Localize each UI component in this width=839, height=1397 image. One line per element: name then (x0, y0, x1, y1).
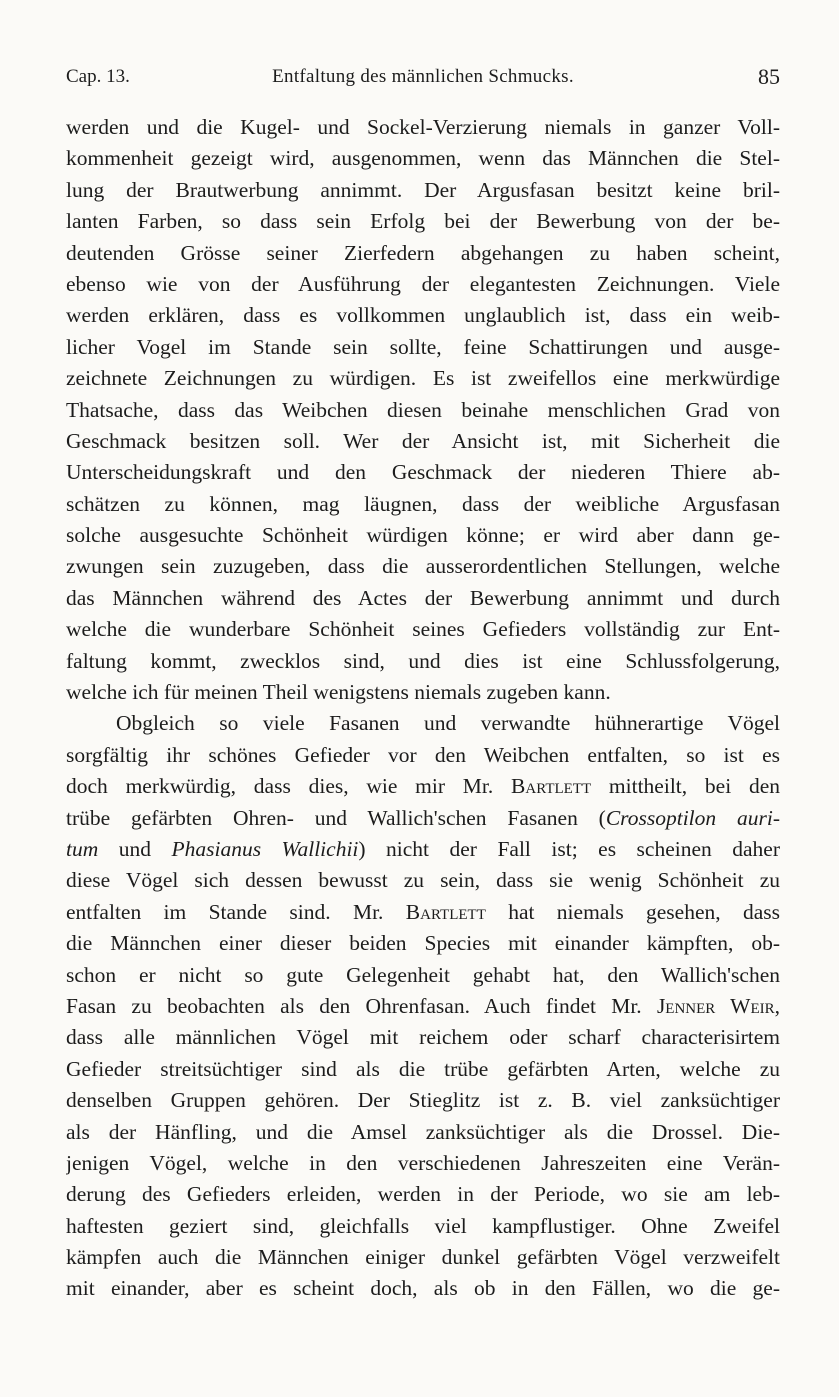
text-line: ebenso wie von der Ausführung der elegantesten Zeichnungen. Viele (66, 271, 780, 296)
text-line (66, 834, 780, 865)
text-line: denselben Gruppen gehören. Der Stieglitz ist z. B. viel zanksüchtiger (66, 1088, 780, 1113)
text-line (66, 897, 780, 928)
page-number: 85 (758, 64, 780, 89)
body-text (66, 112, 780, 1305)
text-segment: trübe gefärbten Ohren- und Wallich'schen Fasanen ( (66, 805, 606, 830)
author-name: Jenner Weir (656, 993, 775, 1018)
text-line (66, 991, 780, 1022)
italic-term: tum (66, 836, 99, 861)
text-line: Thatsache, dass das Weibchen diesen beinahe menschlichen Grad von (66, 397, 780, 422)
text-line: Obgleich so viele Fasanen und verwandte hühnerartige Vögel (116, 711, 780, 736)
text-line: die Männchen einer dieser beiden Species mit einander kämpften, ob- (66, 931, 780, 956)
text-line: kommenheit gezeigt wird, ausgenommen, wenn das Männchen die Stel- (66, 146, 780, 171)
text-line: derung des Gefieders erleiden, werden in der Periode, wo sie am leb- (66, 1182, 780, 1207)
text-line: Unterscheidungskraft und den Geschmack der niederen Thiere ab- (66, 460, 780, 485)
running-title: Entfaltung des männlichen Schmucks. (272, 66, 574, 87)
text-line: Gefieder streitsüchtiger sind als die trübe gefärbten Arten, welche zu (66, 1056, 780, 1081)
text-segment: doch merkwürdig, dass dies, wie mir Mr. (66, 774, 512, 799)
text-line: lanten Farben, so dass sein Erfolg bei der Bewerbung von der be- (66, 209, 780, 234)
text-segment: und (98, 836, 172, 861)
text-line: schon er nicht so gute Gelegenheit gehabt hat, den Wallich'schen (66, 962, 780, 987)
text-segment: entfalten im Stande sind. Mr. (66, 899, 406, 924)
text-line: mit einander, aber es scheint doch, als ob in den Fällen, wo die ge- (66, 1276, 780, 1301)
text-line: solche ausgesuchte Schönheit würdigen könne; er wird aber dann ge- (66, 523, 780, 548)
text-line: Geschmack besitzen soll. Wer der Ansicht ist, mit Sicherheit die (66, 428, 780, 453)
text-line: deutenden Grösse seiner Zierfedern abgehangen zu haben scheint, (66, 240, 780, 265)
text-line: werden erklären, dass es vollkommen unglaublich ist, dass ein weib- (66, 303, 780, 328)
text-line: kämpfen auch die Männchen einiger dunkel gefärbten Vögel verzweifelt (66, 1245, 780, 1270)
text-line: werden und die Kugel- und Sockel-Verzierung niemals in ganzer Voll- (66, 115, 780, 139)
italic-term: Crossoptilon auri- (605, 805, 780, 830)
text-line: faltung kommt, zwecklos sind, und dies ist eine Schlussfolgerung, (66, 648, 780, 673)
text-line: welche ich für meinen Theil wenigstens niemals zugeben kann. (66, 680, 611, 705)
text-line (66, 771, 780, 802)
text-line: jenigen Vögel, welche in den verschiedenen Jahreszeiten eine Verän- (66, 1150, 780, 1175)
text-line: zeichnete Zeichnungen zu würdigen. Es ist zweifellos eine merkwürdige (66, 366, 780, 391)
text-line: schätzen zu können, mag läugnen, dass der weibliche Argusfasan (66, 491, 780, 516)
italic-term: Phasianus Wallichii (171, 836, 359, 861)
text-line: sorgfältig ihr schönes Gefieder vor den Weibchen entfalten, so ist es (66, 742, 780, 767)
text-segment: hat niemals gesehen, dass (485, 899, 780, 924)
text-line: lung der Brautwerbung annimmt. Der Argusfasan besitzt keine bril- (66, 177, 780, 202)
author-name: Bartlett (511, 774, 592, 799)
text-line (66, 803, 780, 834)
chapter-label: Cap. 13. (66, 66, 130, 87)
text-line: das Männchen während des Actes der Bewerbung annimmt und durch (66, 585, 780, 610)
text-segment: ) nicht der Fall ist; es scheinen daher (358, 836, 780, 861)
text-line: welche die wunderbare Schönheit seines Gefieders vollständig zur Ent- (66, 617, 780, 642)
text-line: licher Vogel im Stande sein sollte, feine Schattirungen und ausge- (66, 334, 780, 359)
text-segment: , (774, 993, 780, 1018)
page-header (66, 66, 780, 96)
text-line: diese Vögel sich dessen bewusst zu sein, dass sie wenig Schönheit zu (66, 868, 780, 893)
text-segment: Fasan zu beobachten als den Ohrenfasan. Auch findet Mr. (66, 993, 657, 1018)
text-line: haftesten geziert sind, gleichfalls viel kampflustiger. Ohne Zweifel (66, 1213, 780, 1238)
author-name: Bartlett (405, 899, 486, 924)
text-line: als der Hänfling, und die Amsel zanksüchtiger als die Drossel. Die- (66, 1119, 780, 1144)
text-segment: mittheilt, bei den (591, 774, 780, 799)
text-line: zwungen sein zuzugeben, dass die ausserordentlichen Stellungen, welche (66, 554, 780, 579)
text-line: dass alle männlichen Vögel mit reichem oder scharf characterisirtem (66, 1025, 780, 1050)
